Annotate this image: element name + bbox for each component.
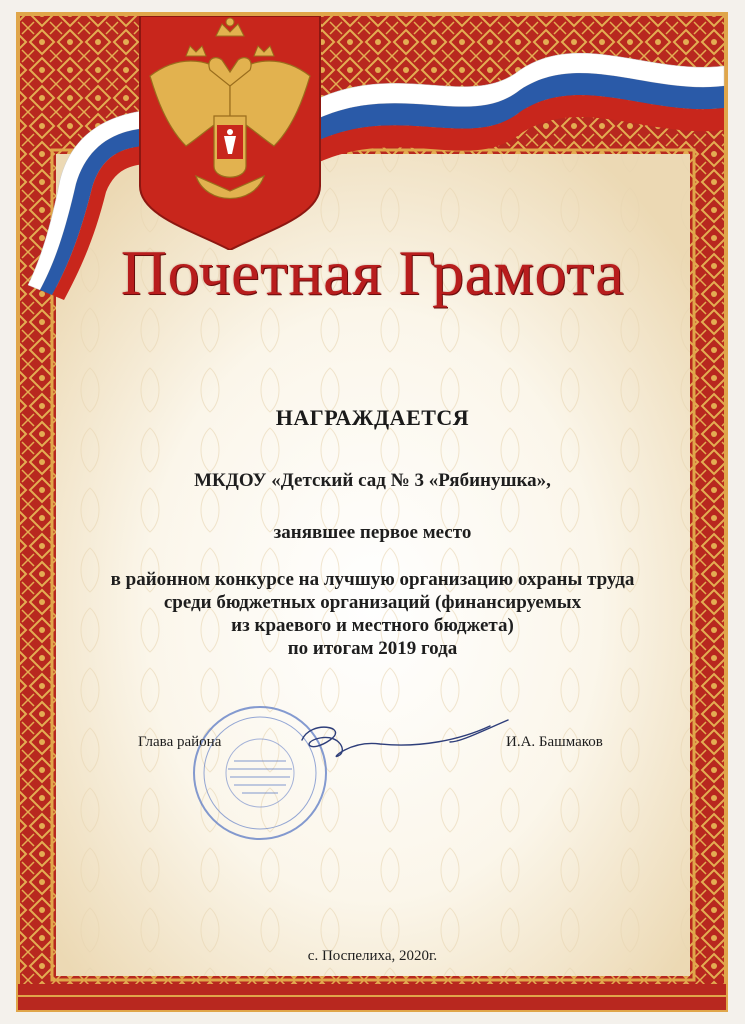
certificate-title: Почетная Грамота bbox=[120, 237, 625, 308]
handwritten-signature bbox=[290, 712, 520, 772]
russian-coat-of-arms-icon bbox=[136, 16, 324, 250]
description-line: среди бюджетных организаций (финансируемых bbox=[163, 592, 582, 613]
achievement-text: занявшее первое место bbox=[273, 522, 472, 543]
signatory-name: И.А. Башмаков bbox=[506, 734, 603, 750]
description-line: в районном конкурсе на лучшую организацию охраны труда bbox=[110, 569, 635, 590]
recipient-name: МКДОУ «Детский сад № 3 «Рябинушка», bbox=[194, 470, 551, 491]
description-block bbox=[60, 568, 685, 660]
description-line: по итогам 2019 года bbox=[287, 638, 458, 659]
place-date: с. Поспелиха, 2020г. bbox=[307, 948, 438, 964]
signatory-title: Глава района bbox=[138, 734, 222, 750]
award-heading: НАГРАЖДАЕТСЯ bbox=[275, 405, 470, 430]
description-line: из краевого и местного бюджета) bbox=[231, 615, 514, 636]
